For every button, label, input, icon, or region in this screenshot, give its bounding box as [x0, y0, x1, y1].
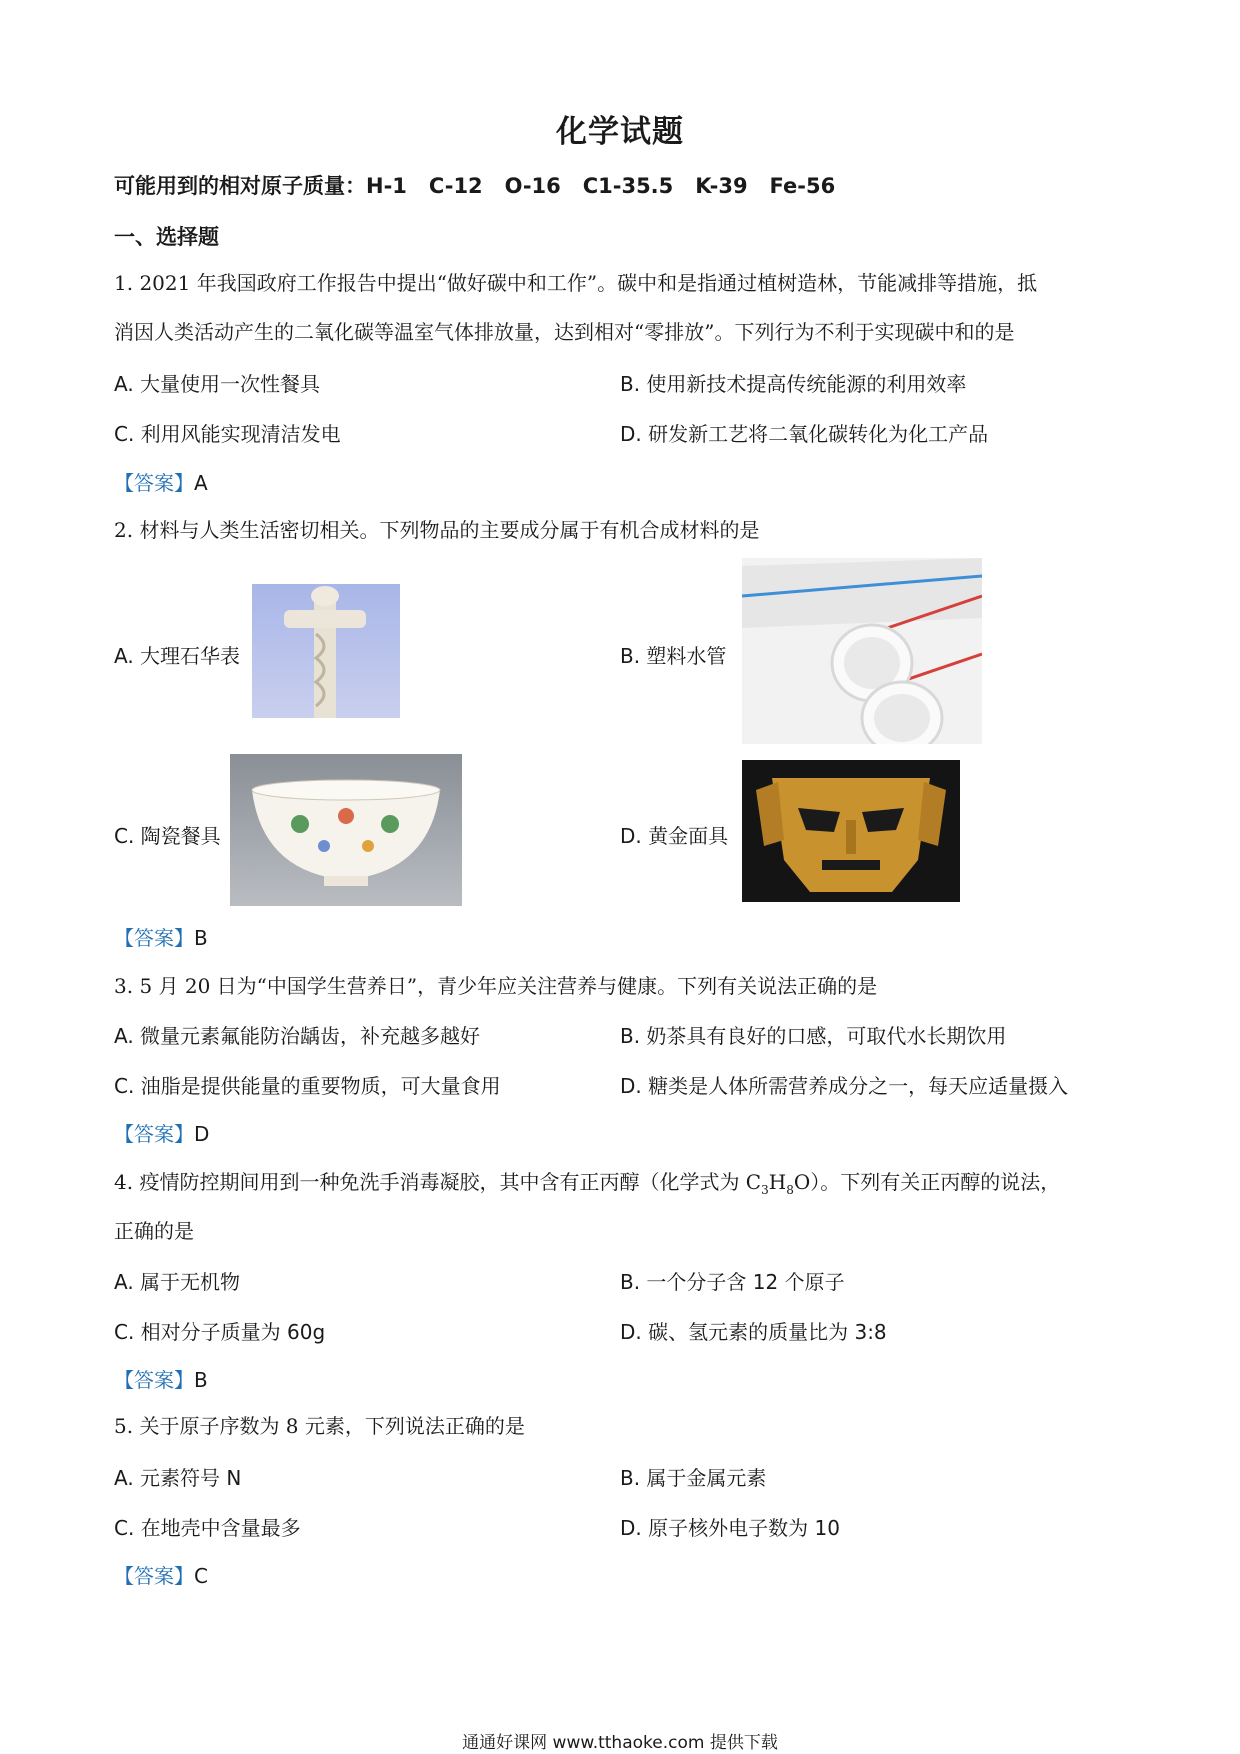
q5-option-c: C. 在地壳中含量最多: [114, 1516, 301, 1540]
q2-option-d: D. 黄金面具: [620, 824, 729, 848]
q1-option-d: D. 研发新工艺将二氧化碳转化为化工产品: [620, 422, 989, 446]
q3-option-a: A. 微量元素氟能防治龋齿，补充越多越好: [114, 1024, 481, 1048]
q3-option-b: B. 奶茶具有良好的口感，可取代水长期饮用: [620, 1024, 1007, 1048]
page-title: 化学试题: [556, 114, 684, 150]
q4-stem-line2: 正确的是: [114, 1219, 194, 1243]
q3-answer-value: D: [194, 1122, 210, 1146]
q5-option-a: A. 元素符号 N: [114, 1466, 242, 1490]
q5-answer: 【答案】C: [114, 1564, 208, 1588]
q4-option-c: C. 相对分子质量为 60g: [114, 1320, 326, 1344]
section-heading: 一、选择题: [114, 225, 219, 249]
q1-stem-line1: 1. 2021 年我国政府工作报告中提出“做好碳中和工作”。碳中和是指通过植树造林，节能减排等措施，抵: [114, 271, 1038, 295]
q2-option-b: B. 塑料水管: [620, 644, 727, 668]
q2-stem: 2. 材料与人类生活密切相关。下列物品的主要成分属于有机合成材料的是: [114, 518, 760, 542]
plastic-pipe-image: [742, 558, 982, 744]
q3-stem: 3. 5 月 20 日为“中国学生营养日”，青少年应关注营养与健康。下列有关说法正确的是: [114, 974, 878, 998]
q4-stem-line1: 4. 疫情防控期间用到一种免洗手消毒凝胶，其中含有正丙醇（化学式为 $C_3H_8O$）。下列有关正丙醇的说法，: [114, 1170, 1061, 1197]
q1-option-a: A. 大量使用一次性餐具: [114, 372, 321, 396]
q4-answer: 【答案】B: [114, 1368, 208, 1392]
q4-answer-value: B: [194, 1368, 208, 1392]
q1-answer-value: A: [194, 471, 208, 495]
q5-stem: 5. 关于原子序数为 8 元素，下列说法正确的是: [114, 1414, 525, 1438]
q2-option-c: C. 陶瓷餐具: [114, 824, 221, 848]
atomic-masses-line: 可能用到的相对原子质量：H-1 C-12 O-16 C1-35.5 K-39 Fe-56: [114, 174, 836, 198]
q2-answer: 【答案】B: [114, 926, 208, 950]
ceramic-bowl-image: [230, 754, 462, 906]
q1-answer: 【答案】A: [114, 471, 208, 495]
q1-stem-line2: 消因人类活动产生的二氧化碳等温室气体排放量，达到相对“零排放”。下列行为不利于实现碳中和的是: [114, 320, 1015, 344]
q4-option-b: B. 一个分子含 12 个原子: [620, 1270, 845, 1294]
q5-option-b: B. 属于金属元素: [620, 1466, 767, 1490]
q2-answer-value: B: [194, 926, 208, 950]
marble-huabiao-image: [252, 584, 400, 718]
q3-answer: 【答案】D: [114, 1122, 210, 1146]
q4-option-d: D. 碳、氢元素的质量比为 3:8: [620, 1320, 887, 1344]
footer-watermark: 通通好课网 www.tthaoke.com 提供下载: [462, 1733, 778, 1753]
q5-option-d: D. 原子核外电子数为 10: [620, 1516, 840, 1540]
gold-mask-image: [742, 760, 960, 902]
answer-label: 答案: [134, 471, 174, 495]
q3-option-c: C. 油脂是提供能量的重要物质，可大量食用: [114, 1074, 501, 1098]
q3-option-d: D. 糖类是人体所需营养成分之一，每天应适量摄入: [620, 1074, 1069, 1098]
q1-option-b: B. 使用新技术提高传统能源的利用效率: [620, 372, 967, 396]
q2-option-a: A. 大理石华表: [114, 644, 241, 668]
q1-option-c: C. 利用风能实现清洁发电: [114, 422, 341, 446]
q5-answer-value: C: [194, 1564, 208, 1588]
q4-option-a: A. 属于无机物: [114, 1270, 241, 1294]
